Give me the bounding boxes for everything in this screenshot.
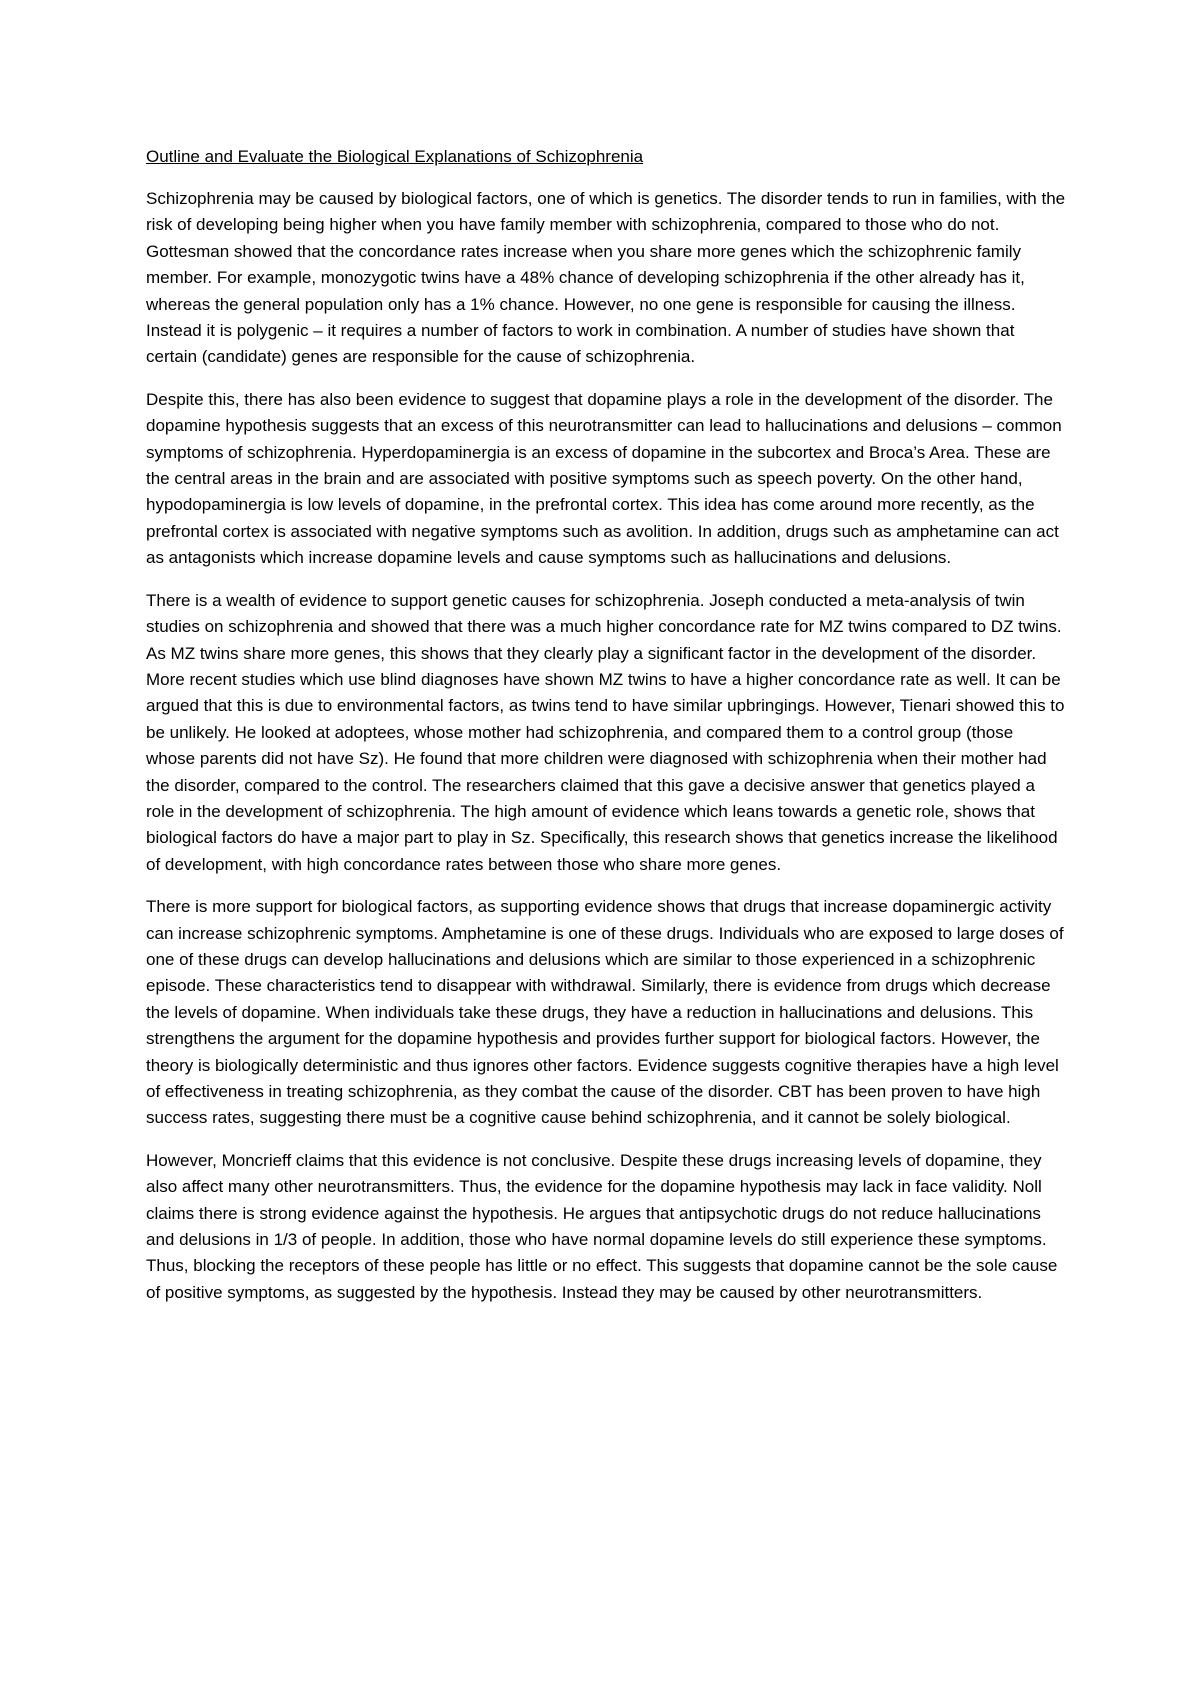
paragraph-twin-studies-evidence: There is a wealth of evidence to support genetic causes for schizophrenia. Joseph conducted a meta-analysis of twin studies on schizophrenia and showed that there was a much higher concordance rate for MZ twins compared to DZ twins. As MZ twins share more genes, this shows that they clearly play a significant factor in the development of the disorder. More recent studies which use blind diagnoses have shown MZ twins to have a higher concordance rate as well. It can be argued that this is due to environmental factors, as twins tend to have similar upbringings. However, Tienari showed this to be unlikely. He looked at adoptees, whose mother had schizophrenia, and compared them to a control group (those whose parents did not have Sz). He found that more children were diagnosed with schizophrenia when their mother had the disorder, compared to the control. The researchers claimed that this gave a decisive answer that genetics played a role in the development of schizophrenia. The high amount of evidence which leans towards a genetic role, shows that biological factors do have a major part to play in Sz. Specifically, this research shows that genetics increase the likelihood of development, with high concordance rates between those who share more genes.	[146, 590, 1065, 874]
document-title: Outline and Evaluate the Biological Explanations of Schizophrenia	[146, 147, 644, 166]
document-body	[146, 144, 1066, 1322]
paragraph-drug-evidence: There is more support for biological factors, as supporting evidence shows that drugs that increase dopaminergic activity can increase schizophrenic symptoms. Amphetamine is one of these drugs. Individuals who are exposed to large doses of one of these drugs can develop hallucinations and delusions which are similar to those experienced in a schizophrenic episode. These characteristics tend to disappear with withdrawal. Similarly, there is evidence from drugs which decrease the levels of dopamine. When individuals take these drugs, they have a reduction in hallucinations and delusions. This strengthens the argument for the dopamine hypothesis and provides further support for biological factors. However, the theory is biologically deterministic and thus ignores other factors. Evidence suggests cognitive therapies have a high level of effectiveness in treating schizophrenia, as they combat the cause of the disorder. CBT has been proven to have high success rates, suggesting there must be a cognitive cause behind schizophrenia, and it cannot be solely biological.	[146, 897, 1064, 1128]
paragraph-genetics: Schizophrenia may be caused by biological factors, one of which is genetics. The disorder tends to run in families, with the risk of developing being higher when you have family member with schizophrenia, compared to those who do not. Gottesman showed that the concordance rates increase when you share more genes which the schizophrenic family member. For example, monozygotic twins have a 48% chance of developing schizophrenia if the other already has it, whereas the general population only has a 1% chance. However, no one gene is responsible for causing the illness. Instead it is polygenic – it requires a number of factors to work in combination. A number of studies have shown that certain (candidate) genes are responsible for the cause of schizophrenia.	[146, 189, 1066, 367]
paragraph-counter-evidence: However, Moncrieff claims that this evidence is not conclusive. Despite these drugs increasing levels of dopamine, they also affect many other neurotransmitters. Thus, the evidence for the dopamine hypothesis may lack in face validity. Noll claims there is strong evidence against the hypothesis. He argues that antipsychotic drugs do not reduce hallucinations and delusions in 1/3 of people. In addition, those who have normal dopamine levels do still experience these symptoms. Thus, blocking the receptors of these people has little or no effect. This suggests that dopamine cannot be the sole cause of positive symptoms, as suggested by the hypothesis. Instead they may be caused by other neurotransmitters.	[146, 1150, 1058, 1302]
paragraph-dopamine-hypothesis: Despite this, there has also been evidence to suggest that dopamine plays a role in the development of the disorder. The dopamine hypothesis suggests that an excess of this neurotransmitter can lead to hallucinations and delusions – common symptoms of schizophrenia. Hyperdopaminergia is an excess of dopamine in the subcortex and Broca’s Area. These are the central areas in the brain and are associated with positive symptoms such as speech poverty. On the other hand, hypodopaminergia is low levels of dopamine, in the prefrontal cortex. This idea has come around more recently, as the prefrontal cortex is associated with negative symptoms such as avolition. In addition, drugs such as amphetamine can act as antagonists which increase dopamine levels and cause symptoms such as hallucinations and delusions.	[146, 389, 1062, 568]
